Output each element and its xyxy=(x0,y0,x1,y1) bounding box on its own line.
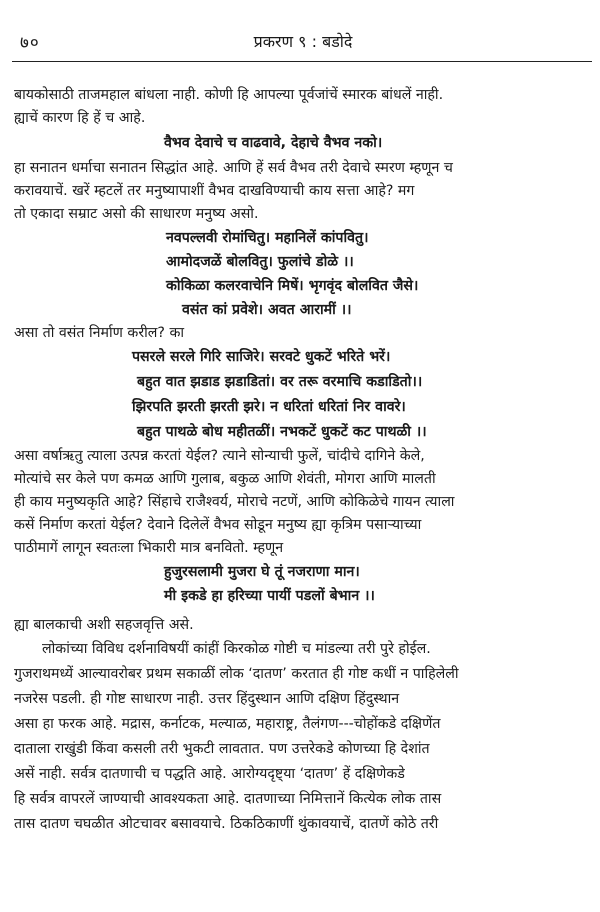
text-line: ह्या बालकाची अशी सहजवृत्ति असे. xyxy=(14,617,194,633)
text-line: ही काय मनुष्यकृति आहे? सिंहाचे राजैश्वर्य, मोराचे नटणें, आणि कोकिळेचे गायन त्याला xyxy=(14,494,455,510)
text-line: असा हा फरक आहे. मद्रास, कर्नाटक, मल्याळ, महाराष्ट्र, तैलंगण---चोहोंकडे दक्षिणेंत xyxy=(14,716,441,732)
text-line: पाठीमागें लागून स्वतःला भिकारी मात्र बनवितो. म्हणून xyxy=(14,540,284,556)
text-line: मोत्यांचे सर केले पण कमळ आणि गुलाब, बकुळ आणि शेवंती, मोगरा आणि मालती xyxy=(14,471,436,487)
page-body xyxy=(14,84,590,837)
text-line: तास दातण चघळीत ओटचावर बसावयाचे. ठिकठिकाणीं थुंकावयाचें, दातणें कोठे तरी xyxy=(14,816,439,832)
text-line: ह्याचें कारण हि हें च आहे. xyxy=(14,110,146,126)
text-line: हा सनातन धर्माचा सनातन सिद्धांत आहे. आणि हें सर्व वैभव तरी देवाचे स्मरण म्हणून च xyxy=(14,160,453,176)
verse-line: पसरले सरले गिरि साजिरे। सरवटे धुकटें भरिते भरें। xyxy=(132,349,391,365)
text-line: नजरेस पडली. ही गोष्ट साधारण नाही. उत्तर हिंदुस्थान आणि दक्षिण हिंदुस्थान xyxy=(14,691,400,707)
verse-line: वैभव देवाचे च वाढवावे, देहाचे वैभव नको। xyxy=(164,135,383,151)
text-line: बायकोसाठी ताजमहाल बांधला नाही. कोणी हि आपल्या पूर्वजांचें स्मारक बांधलें नाही. xyxy=(14,87,444,103)
text-line: कसें निर्माण करतां येईल? देवाने दिलेलें वैभव सोडून मनुष्य ह्या कृत्रिम पसाऱ्याच्या xyxy=(14,517,422,533)
header-divider xyxy=(12,61,592,62)
text-line: असा वर्षाऋतु त्याला उत्पन्न करतां येईल? त्याने सोन्याची फुलें, चांदीचे दागिने केले, xyxy=(14,448,425,464)
verse-line: आमोदजळें बोलवितु। फुलांचे डोळे ।। xyxy=(166,254,354,270)
page-number: ७० xyxy=(20,33,40,53)
text-line: करावयाचें. खरें म्हटलें तर मनुष्यापाशीं वैभव दाखविण्याची काय सत्ता आहे? मग xyxy=(14,183,415,199)
verse-line: झिरपति झरती झरती झरे। न धरितां धरितां निर वावरे। xyxy=(132,399,406,415)
verse-line: मी इकडे हा हरिच्या पायीं पडलों बेभान ।। xyxy=(164,588,375,604)
text-line: दाताला राखुंडी किंवा कसली तरी भुकटी लावतात. पण उत्तरेकडे कोणच्या हि देशांत xyxy=(14,741,430,757)
verse-line: कोकिळा कलरवाचेनि मिषें। भृगवृंद बोलवित जैसे। xyxy=(166,278,419,294)
verse-line: बहुत पाथळे बोध महीतळीं। नभकटें धुकटें कट पाथळी ।। xyxy=(137,424,427,440)
verse-line: हुजुरसलामी मुजरा घे तूं नजराणा मान। xyxy=(164,564,360,580)
verse-line: बहुत वात झडाड झडाडितां। वर तरू वरमाचि कडाडितो।। xyxy=(137,374,423,390)
text-line: लोकांच्या विविध दर्शनाविषयीं कांहीं किरकोळ गोष्टी च मांडल्या तरी पुरे होईल. xyxy=(42,641,431,657)
page-header xyxy=(20,22,586,52)
text-line: तो एकादा सम्राट असो की साधारण मनुष्य असो. xyxy=(14,206,259,222)
running-head: प्रकरण ९ : बडोदे xyxy=(253,32,353,51)
text-line: असें नाही. सर्वत्र दातणाची च पद्धति आहे. आरोग्यदृष्ट्या ‘दातण’ हें दक्षिणेकडे xyxy=(14,766,405,782)
text-line: हि सर्वत्र वापरलें जाण्याची आवश्यकता आहे. दातणाच्या निमित्तानें कित्येक लोक तास xyxy=(14,791,442,807)
text-line: गुजराथमध्यें आल्यावरोबर प्रथम सकाळीं लोक ‘दातण’ करतात ही गोष्ट कधीं न पाहिलेली xyxy=(14,666,459,682)
text-line: असा तो वसंत निर्माण करील? का xyxy=(14,325,185,341)
verse-line: वसंत कां प्रवेशे। अवत आरामीं ।। xyxy=(182,302,352,318)
verse-line: नवपल्लवी रोमांचितु। महानिलें कांपवितु। xyxy=(166,230,369,246)
